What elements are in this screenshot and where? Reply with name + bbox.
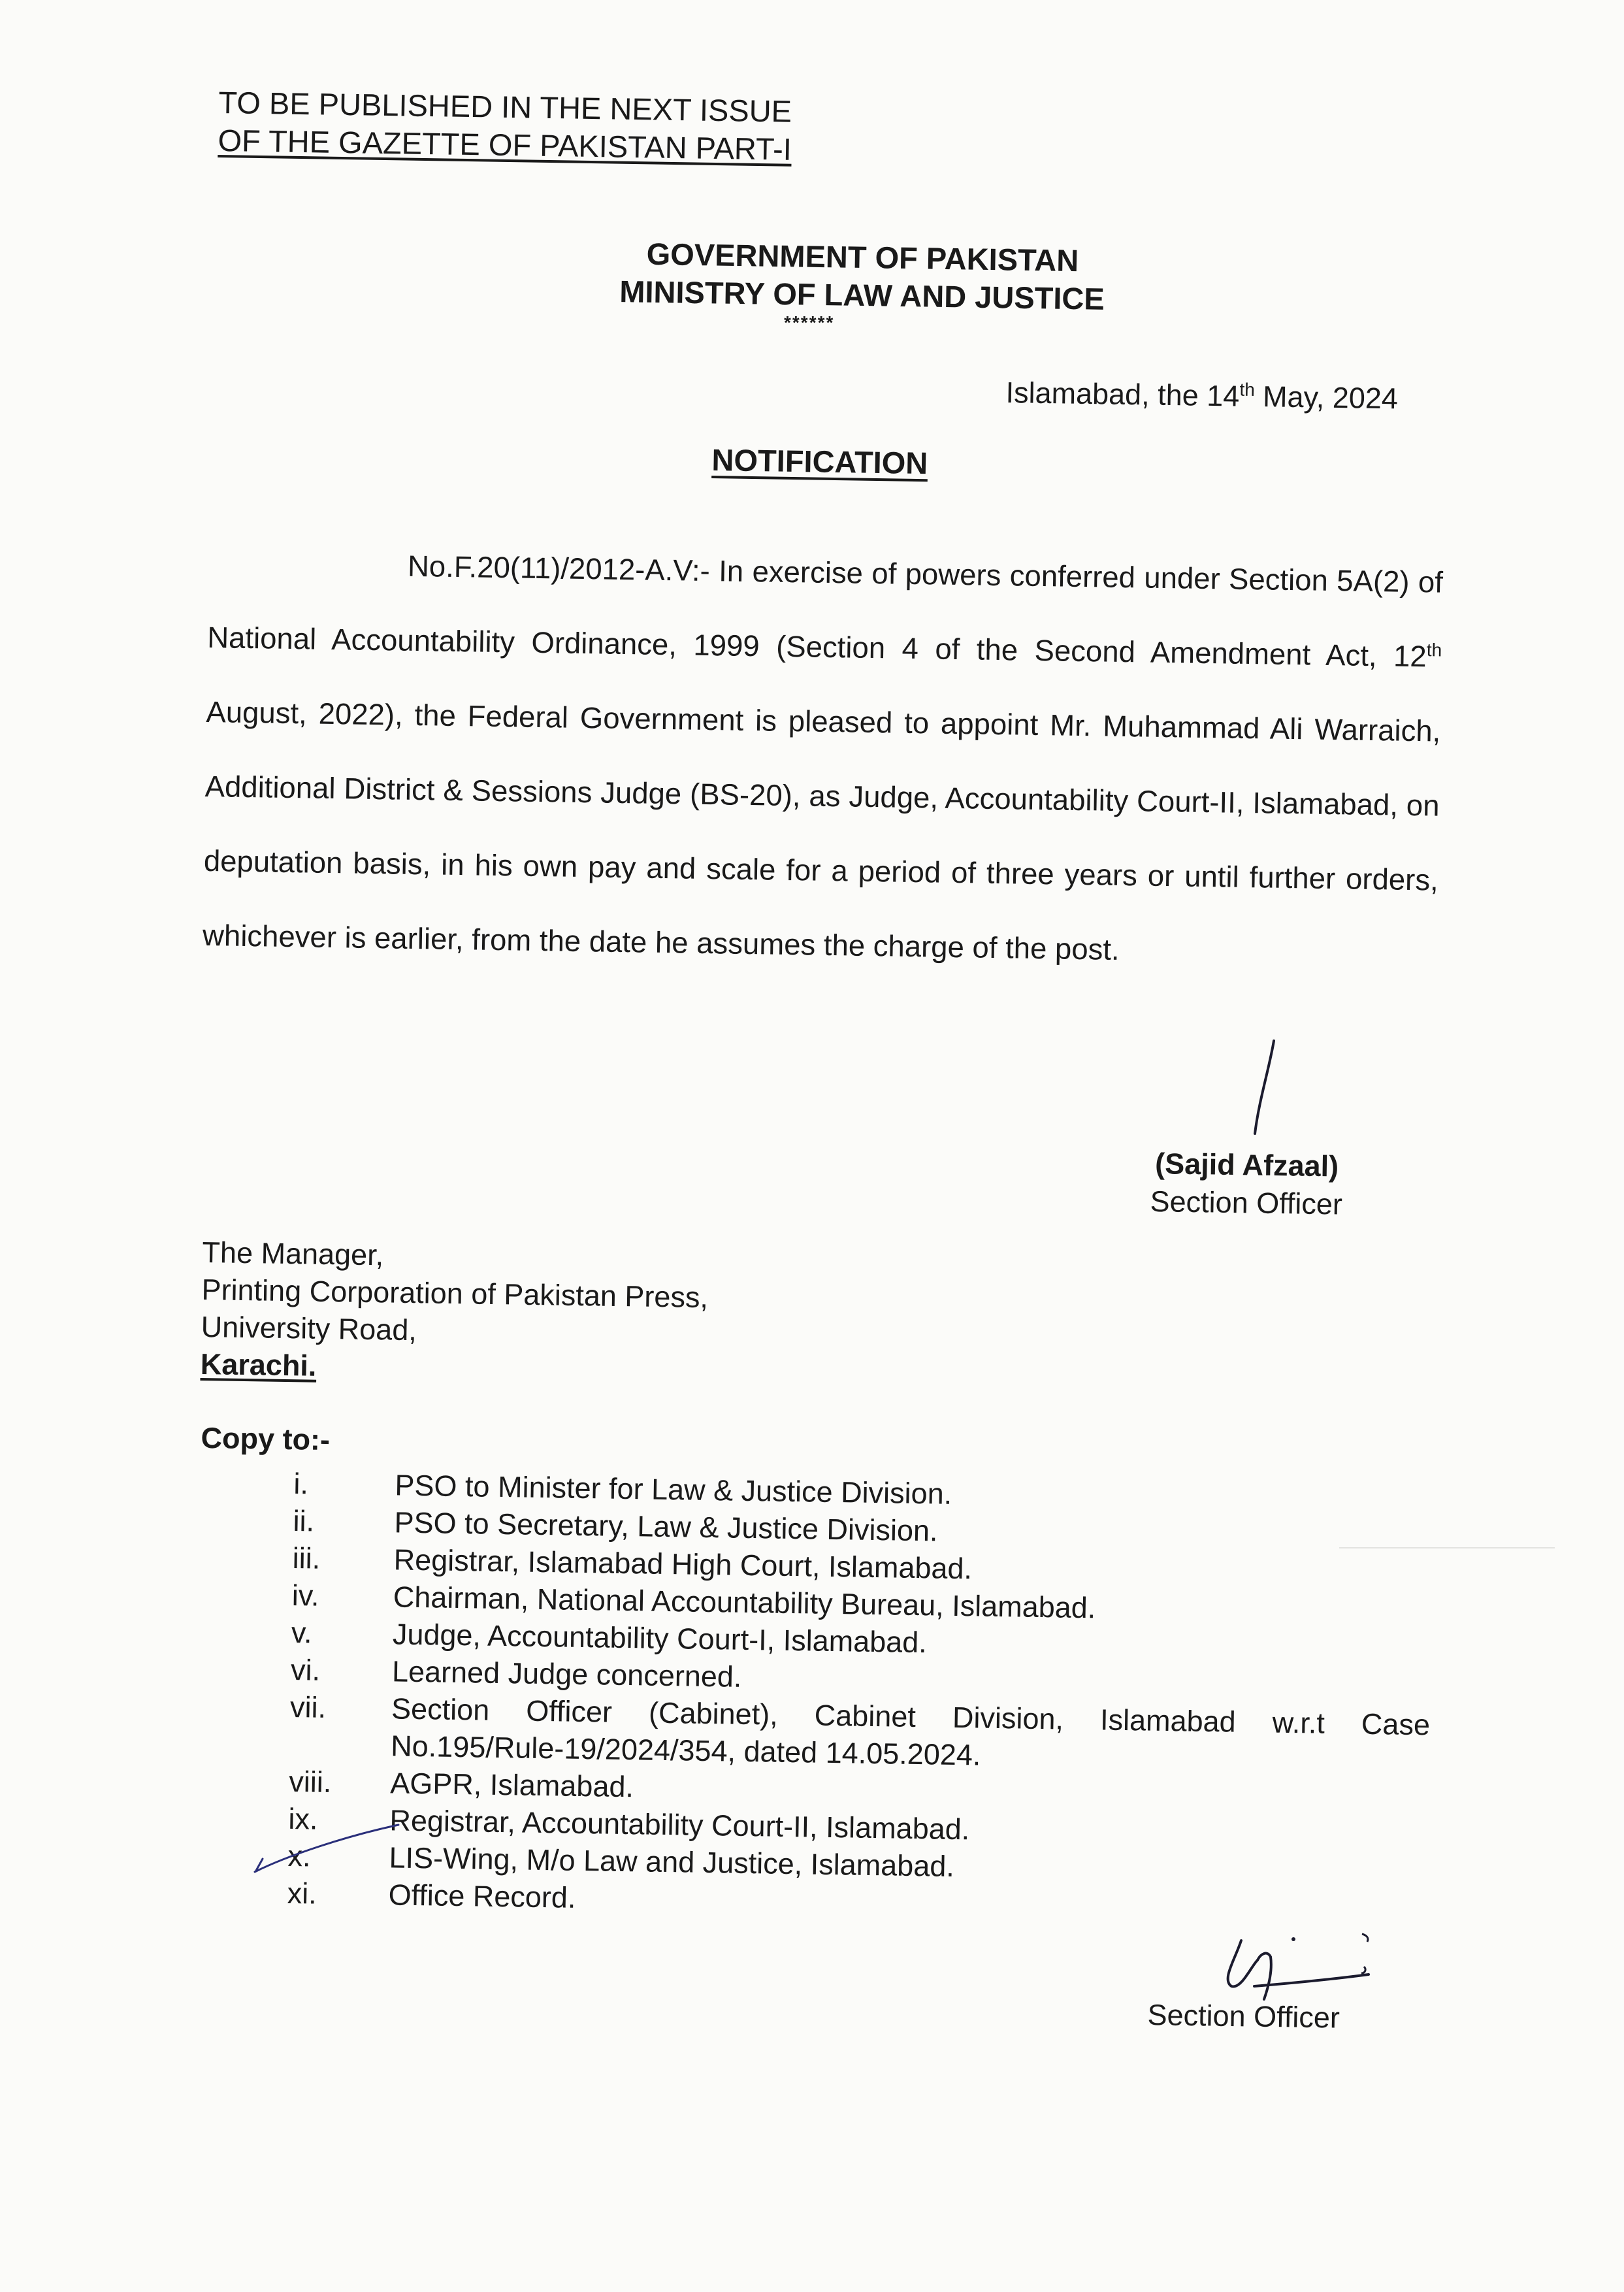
- gazette-line-1: TO BE PUBLISHED IN THE NEXT ISSUE: [218, 84, 792, 129]
- notification-title: NOTIFICATION: [711, 442, 928, 481]
- header-stars: ******: [784, 312, 835, 333]
- handwritten-signature-icon: [1195, 1921, 1385, 2006]
- letterhead: [535, 233, 1190, 319]
- list-item-number: x.: [287, 1839, 312, 1873]
- list-item-number: vi.: [290, 1652, 321, 1687]
- list-item-number: vii.: [289, 1690, 327, 1724]
- notification-body: [202, 526, 1444, 992]
- list-item-number: ix.: [288, 1801, 318, 1836]
- footer-signatory-designation: Section Officer: [1147, 1998, 1340, 2035]
- issue-date: [1005, 376, 1398, 416]
- signatory-block: [1150, 1145, 1343, 1224]
- list-item-number: v.: [291, 1615, 313, 1650]
- address-line-1: The Manager,: [202, 1235, 384, 1272]
- list-item-text: No.195/Rule-19/2024/354, dated 14.05.2024.: [390, 1729, 981, 1772]
- copy-to-list: [287, 1465, 1434, 1929]
- signatory-designation: Section Officer: [1150, 1184, 1343, 1221]
- recipient-address: [200, 1234, 709, 1390]
- body-ordinal: th: [1426, 640, 1442, 661]
- list-item-number: iv.: [291, 1578, 319, 1613]
- list-item-number: i.: [293, 1466, 309, 1501]
- date-prefix: Islamabad, the 14: [1005, 376, 1240, 413]
- address-line-3: University Road,: [201, 1309, 417, 1347]
- pen-tick-icon: [248, 1820, 405, 1878]
- list-item-number: ii.: [293, 1503, 315, 1538]
- copy-to-label: Copy to:-: [201, 1421, 331, 1457]
- fold-line: [1339, 1547, 1555, 1548]
- list-item-text: Learned Judge concerned.: [391, 1654, 742, 1694]
- gazette-notice: [218, 84, 792, 169]
- paragraph-indent: [208, 573, 408, 576]
- body-part-1: In exercise of powers conferred under Section 5A(2) of National Accountability Ordinance, 1999 (Section 4 of the Second Amendment Act, 12: [206, 554, 1444, 674]
- list-item-text: Registrar, Islamabad High Court, Islamabad.: [393, 1543, 973, 1586]
- government-title: GOVERNMENT OF PAKISTAN: [646, 236, 1079, 278]
- list-item-text: Office Record.: [388, 1878, 576, 1914]
- list-item-text: Section Officer (Cabinet), Cabinet Division, Islamabad w.r.t Case: [391, 1692, 1431, 1742]
- list-item-text: AGPR, Islamabad.: [389, 1766, 634, 1804]
- ministry-title: MINISTRY OF LAW AND JUSTICE: [619, 274, 1105, 316]
- list-item-text: PSO to Minister for Law & Justice Division.: [395, 1468, 952, 1511]
- address-city: Karachi.: [200, 1347, 317, 1383]
- date-suffix: May, 2024: [1254, 379, 1399, 416]
- list-item-number: iii.: [292, 1541, 321, 1575]
- list-item-text: LIS-Wing, M/o Law and Justice, Islamabad.: [389, 1841, 955, 1883]
- gazette-line-2: OF THE GAZETTE OF PAKISTAN PART-I: [218, 122, 792, 167]
- list-item-text: Registrar, Accountability Court-II, Islamabad.: [389, 1803, 970, 1846]
- signature-mark-icon: [1244, 1036, 1284, 1140]
- body-part-2: August, 2022), the Federal Government is pleased to appoint Mr. Muhammad Ali Warraich, Additional District & Sessions Judge (BS-20), as Judge, Accountability Court-II, Islamabad, on deputation basis, in his own pay and scale for a period of three years or until further orders, whichever is earlier, from the date he assumes the charge of the post.: [202, 695, 1441, 966]
- address-line-2: Printing Corporation of Pakistan Press,: [201, 1272, 709, 1315]
- list-item-number: xi.: [287, 1876, 317, 1910]
- list-item-text: Judge, Accountability Court-I, Islamabad.: [392, 1617, 928, 1660]
- list-item-text: Chairman, National Accountability Bureau, Islamabad.: [393, 1580, 1096, 1625]
- reference-number: No.F.20(11)/2012-A.V:-: [407, 549, 711, 588]
- date-ordinal: th: [1239, 379, 1256, 400]
- signatory-name: (Sajid Afzaal): [1154, 1147, 1339, 1183]
- list-item-number: viii.: [288, 1764, 332, 1799]
- list-item-text: PSO to Secretary, Law & Justice Division.: [394, 1505, 938, 1548]
